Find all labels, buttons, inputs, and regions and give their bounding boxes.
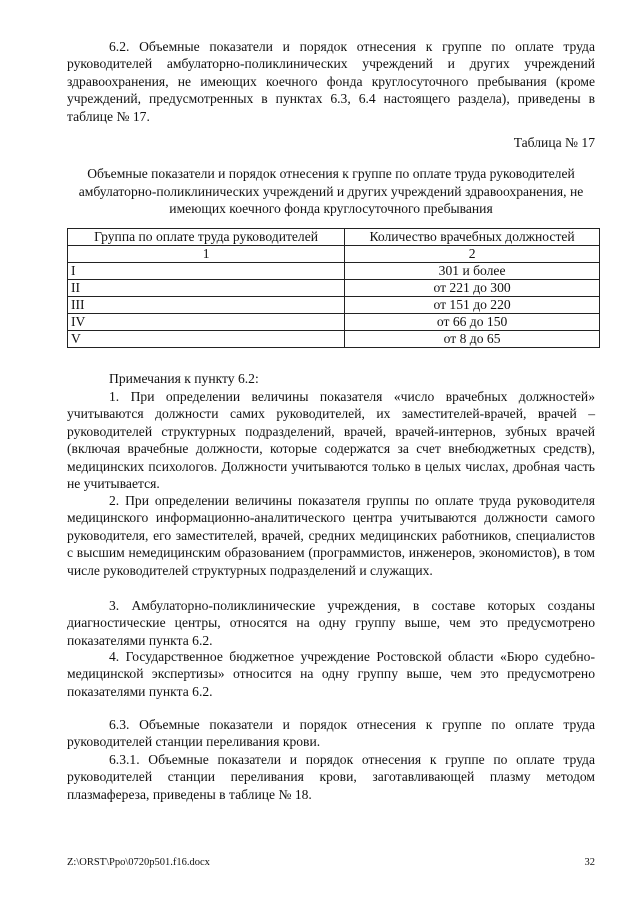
table-caption: Объемные показатели и порядок отнесения к группе по оплате труда руководителей амбулаторно-поликлинических учреждений и других учреждений здравоохранения, не имеющих коечного фонда круглосуточного пребывания	[78, 166, 584, 217]
group-cell: I	[68, 263, 345, 280]
note-4: 4. Государственное бюджетное учреждение Ростовской области «Бюро судебно-медицинской экспертизы» относится на одну группу выше, чем это предусмотрено показателями пункта 6.2.	[67, 649, 595, 699]
count-cell: от 151 до 220	[345, 297, 600, 314]
section-6-2-intro: 6.2. Объемные показатели и порядок отнесения к группе по оплате труда руководителей амбулаторно-поликлинических учреждений и других учреждений здравоохранения, не имеющих коечного фонда круглосуточного пребывания (кроме учреждений, предусмотренных в пунктах 6.3, 6.4 настоящего раздела), приведены в таблице № 17.	[67, 39, 595, 124]
table-row	[68, 331, 600, 348]
note-2: 2. При определении величины показателя группы по оплате труда руководителя медицинского информационно-аналитического центра учитываются должности самого руководителя, его заместителей, врачей, средних медицинских работников, специалистов с высшим немедицинским образованием (программистов, инженеров, экономистов), в том числе руководителей структурных подразделений и служащих.	[67, 493, 595, 578]
table-row	[68, 280, 600, 297]
col-number: 1	[68, 246, 345, 263]
group-cell: IV	[68, 314, 345, 331]
group-cell: V	[68, 331, 345, 348]
notes-title: Примечания к пункту 6.2:	[109, 371, 259, 386]
table-row	[68, 314, 600, 331]
note-3: 3. Амбулаторно-поликлинические учреждения, в составе которых созданы диагностические центры, относятся на одну группу выше, чем это предусмотрено показателями пункта 6.2.	[67, 598, 595, 648]
count-cell: от 221 до 300	[345, 280, 600, 297]
page-number: 32	[584, 857, 595, 868]
table-row	[68, 297, 600, 314]
col-number: 2	[345, 246, 600, 263]
table-row	[68, 263, 600, 280]
header-count: Количество врачебных должностей	[345, 229, 600, 246]
count-cell: от 66 до 150	[345, 314, 600, 331]
table-17	[67, 228, 600, 348]
table-header-row	[68, 229, 600, 246]
section-6-3: 6.3. Объемные показатели и порядок отнесения к группе по оплате труда руководителей станции переливания крови.	[67, 717, 595, 750]
count-cell: от 8 до 65	[345, 331, 600, 348]
note-1: 1. При определении величины показателя «число врачебных должностей» учитываются должности самих руководителей, их заместителей-врачей, врачей – руководителей структурных подразделений, врачей, врачей-интернов, зубных врачей (включая врачебные должности, которые содержатся за счет внебюджетных средств), медицинских психологов. Должности учитываются только в целых числах, дробная часть не учитывается.	[67, 389, 595, 492]
table-colnum-row	[68, 246, 600, 263]
group-cell: II	[68, 280, 345, 297]
header-group: Группа по оплате труда руководителей	[68, 229, 345, 246]
count-cell: 301 и более	[345, 263, 600, 280]
footer-file-path: Z:\ORST\Ppo\0720p501.f16.docx	[67, 857, 210, 868]
group-cell: III	[68, 297, 345, 314]
section-6-3-1: 6.3.1. Объемные показатели и порядок отнесения к группе по оплате труда руководителей станции переливания крови, заготавливающей плазму методом плазмафереза, приведены в таблице № 18.	[67, 752, 595, 802]
table-label: Таблица № 17	[513, 135, 595, 150]
